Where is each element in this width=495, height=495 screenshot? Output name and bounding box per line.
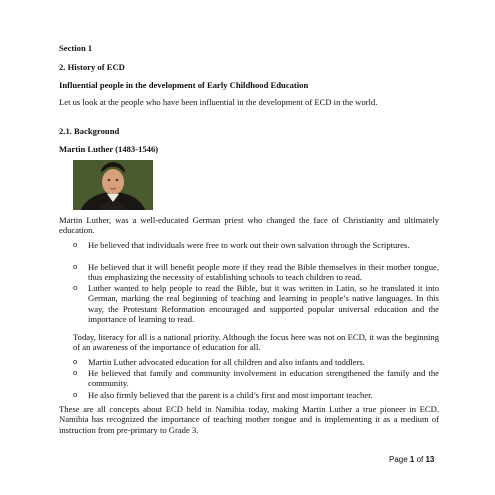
- person-heading: Martin Luther (1483-1546): [59, 144, 159, 154]
- bullet-marker: o: [73, 358, 78, 366]
- influential-heading: Influential people in the development of Early Childhood Education: [59, 80, 309, 90]
- bullet-marker: o: [73, 284, 78, 292]
- list-item-text: He believed that it will benefit people more if they read the Bible themselves in their mother tongue, thus emphasizing the necessity of establishing schools to teach children to read.: [88, 262, 439, 283]
- list-item: [73, 390, 439, 400]
- background-heading: 2.1. Background: [59, 126, 120, 136]
- namibia-paragraph: These are all concepts about ECD held in Namibia today, making Martin Luther a true pioneer in ECD. Namibia has recognized the importance of teaching mother tongue and is implementing it as a medium of instruction from pre-primary to Grade 3.: [59, 404, 439, 435]
- list-item-text: He believed that individuals were free to work out their own salvation through the Scriptures.: [88, 240, 410, 250]
- section-heading: Section 1: [59, 43, 93, 53]
- list-item-text: He believed that family and community involvement in education strengthened the family and the community.: [88, 368, 439, 389]
- list-item: [73, 357, 439, 367]
- luther-intro-paragraph: Martin Luther, was a well-educated German priest who changed the face of Christianity and ultimately education.: [59, 215, 439, 236]
- list-item: [73, 283, 439, 324]
- current-page-number: 1: [409, 455, 415, 464]
- literacy-paragraph: Today, literacy for all is a national priority. Although the focus here was not on ECD, it was the beginning of an awareness of the importance of education for all.: [73, 332, 439, 353]
- list-item-text: Martin Luther advocated education for all children and also infants and toddlers.: [88, 357, 365, 367]
- list-item: [73, 368, 439, 389]
- list-item-text: Luther wanted to help people to read the Bible, but it was written in Latin, so he translated it into German, marking the real beginning of teaching and learning in people’s native languages. In this way, the Protestant Reformation encouraged and supported popular universal education and the importance of learning to read.: [88, 283, 439, 324]
- list-item-text: He also firmly believed that the parent is a child’s first and most important teacher.: [88, 390, 373, 400]
- bullet-marker: o: [73, 241, 78, 249]
- total-page-count: 13: [425, 455, 435, 464]
- history-heading: 2. History of ECD: [59, 62, 125, 72]
- bullet-marker: o: [73, 369, 78, 377]
- bullet-marker: o: [73, 391, 78, 399]
- intro-text: Let us look at the people who have been influential in the development of ECD in the world.: [59, 97, 378, 107]
- of-word: of: [414, 455, 426, 464]
- page-word: Page: [389, 455, 410, 464]
- martin-luther-portrait: [73, 160, 153, 210]
- list-item: [73, 240, 439, 250]
- bullet-marker: o: [73, 263, 78, 271]
- page-number-footer: [389, 455, 434, 464]
- list-item: [73, 262, 439, 283]
